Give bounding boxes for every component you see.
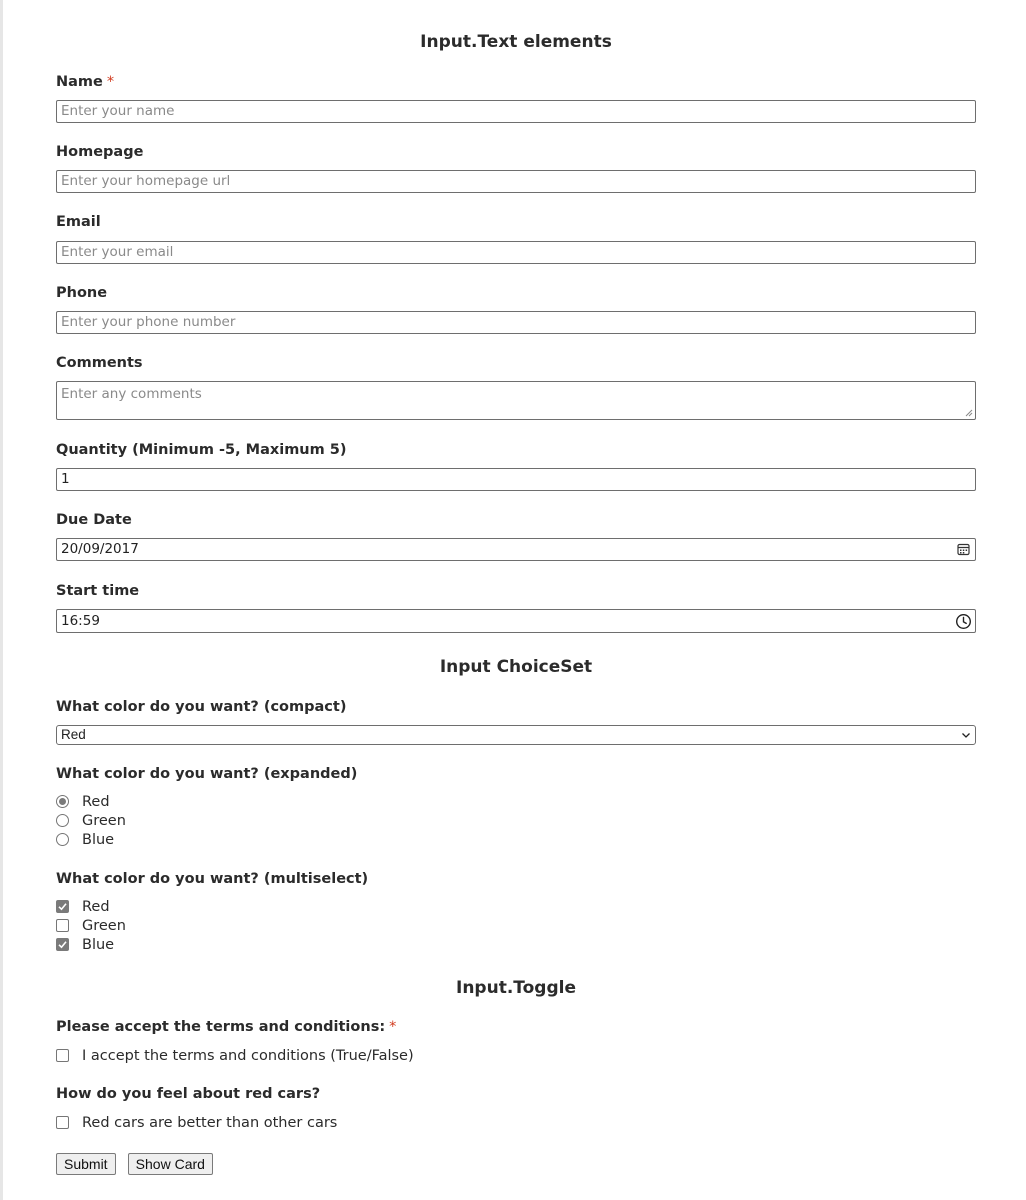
multiselect-choice-label: What color do you want? (multiselect)	[56, 871, 369, 887]
clock-icon[interactable]	[955, 613, 972, 630]
submit-button[interactable]: Submit	[56, 1153, 116, 1175]
terms-label	[56, 1017, 396, 1037]
resize-grip-icon[interactable]	[965, 409, 973, 417]
compact-choice-label: What color do you want? (compact)	[56, 699, 347, 715]
expanded-radio-group	[56, 792, 126, 849]
start-time-label: Start time	[56, 583, 140, 599]
email-label: Email	[56, 214, 101, 230]
radio-option-label: Green	[82, 812, 126, 829]
name-label	[56, 72, 114, 92]
quantity-label: Quantity (Minimum -5, Maximum 5)	[56, 442, 347, 458]
left-edge-rule	[0, 0, 3, 1200]
section-title-choice-set: Input ChoiceSet	[439, 657, 593, 677]
required-asterisk: *	[106, 74, 115, 90]
checkmark-icon	[58, 902, 67, 911]
comments-placeholder: Enter any comments	[61, 386, 202, 402]
chevron-down-icon	[961, 730, 971, 740]
comments-label: Comments	[56, 355, 143, 371]
terms-checkbox[interactable]	[56, 1049, 69, 1062]
terms-label-text: Please accept the terms and conditions:	[56, 1019, 386, 1035]
checkbox-option-label: Red	[82, 898, 110, 915]
checkbox-option-green[interactable]	[56, 916, 126, 935]
checkbox[interactable]	[56, 919, 69, 932]
checkmark-icon	[58, 940, 67, 949]
quantity-input[interactable]: 1	[56, 468, 976, 491]
name-input[interactable]: Enter your name	[56, 100, 976, 123]
radio-option-label: Red	[82, 793, 110, 810]
due-date-value: 20/09/2017	[61, 541, 139, 557]
red-cars-toggle-label: Red cars are better than other cars	[82, 1114, 338, 1131]
section-title-input-toggle: Input.Toggle	[456, 978, 576, 998]
checkbox-option-label: Green	[82, 917, 126, 934]
homepage-input[interactable]: Enter your homepage url	[56, 170, 976, 193]
radio-option-blue[interactable]	[56, 830, 126, 849]
radio-option-label: Blue	[82, 831, 115, 848]
homepage-label: Homepage	[56, 144, 144, 160]
red-cars-toggle[interactable]	[56, 1113, 337, 1132]
terms-toggle[interactable]	[56, 1046, 414, 1065]
phone-input[interactable]: Enter your phone number	[56, 311, 976, 334]
red-cars-label: How do you feel about red cars?	[56, 1086, 321, 1102]
radio-button[interactable]	[56, 833, 69, 846]
red-cars-checkbox[interactable]	[56, 1116, 69, 1129]
start-time-input[interactable]	[56, 609, 976, 633]
terms-toggle-label: I accept the terms and conditions (True/False)	[82, 1047, 414, 1064]
checkbox[interactable]	[56, 938, 69, 951]
compact-color-select[interactable]	[56, 725, 976, 745]
checkbox-option-blue[interactable]	[56, 935, 126, 954]
radio-button[interactable]	[56, 814, 69, 827]
checkbox-option-red[interactable]	[56, 897, 126, 916]
checkbox-option-label: Blue	[82, 936, 115, 953]
name-label-text: Name	[56, 74, 103, 90]
comments-textarea[interactable]	[56, 381, 976, 420]
section-title-input-text: Input.Text elements	[420, 32, 612, 52]
phone-label: Phone	[56, 285, 108, 301]
required-asterisk: *	[389, 1019, 397, 1035]
show-card-button[interactable]: Show Card	[128, 1153, 213, 1175]
due-date-input[interactable]	[56, 538, 976, 561]
compact-color-selected-value: Red	[61, 727, 86, 742]
checkbox[interactable]	[56, 900, 69, 913]
start-time-value: 16:59	[61, 613, 100, 629]
radio-option-green[interactable]	[56, 811, 126, 830]
expanded-choice-label: What color do you want? (expanded)	[56, 766, 358, 782]
radio-option-red[interactable]	[56, 792, 126, 811]
calendar-icon[interactable]	[955, 541, 972, 558]
radio-button[interactable]	[56, 795, 69, 808]
action-bar	[56, 1153, 213, 1175]
multiselect-checkbox-group	[56, 897, 126, 954]
due-date-label: Due Date	[56, 512, 132, 528]
email-input[interactable]: Enter your email	[56, 241, 976, 264]
